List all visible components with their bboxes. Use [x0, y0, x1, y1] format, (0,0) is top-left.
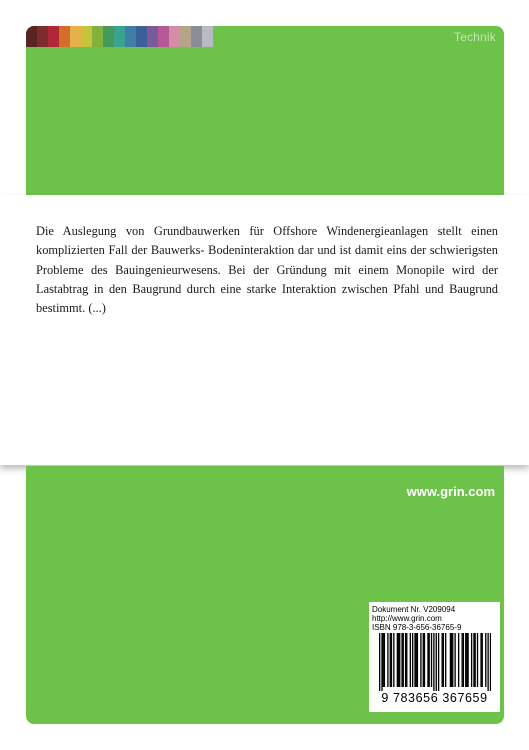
barcode-bar	[401, 633, 402, 687]
color-stripe-17	[202, 26, 213, 47]
color-stripe-7	[92, 26, 103, 47]
color-stripe-5	[70, 26, 81, 47]
barcode-bar	[462, 633, 463, 687]
barcode-bar	[381, 633, 382, 691]
barcode-bar	[443, 633, 444, 687]
barcode-bar	[482, 633, 483, 687]
color-stripe-11	[136, 26, 147, 47]
cover-bottom-panel	[26, 466, 504, 724]
isbn-number: ISBN 978-3-656-36765-9	[372, 623, 462, 632]
barcode-bar	[433, 633, 434, 691]
barcode-bar	[383, 633, 384, 687]
barcode-bar	[410, 633, 411, 687]
barcode-bar	[398, 633, 399, 687]
barcode-bar	[471, 633, 472, 687]
barcode-bar	[424, 633, 425, 687]
barcode-bar	[412, 633, 413, 687]
document-number: Dokument Nr. V209094	[372, 605, 456, 614]
barcode-bar	[403, 633, 404, 687]
barcode-bar	[463, 633, 464, 687]
barcode-bar	[477, 633, 478, 687]
barcode-bar	[487, 633, 488, 691]
barcode-bar	[441, 633, 442, 687]
barcode-bar	[427, 633, 428, 687]
publisher-link: http://www.grin.com	[372, 614, 442, 623]
barcode-bar	[467, 633, 468, 687]
barcode-bar	[431, 633, 432, 687]
barcode-bar	[399, 633, 400, 687]
barcode-bar	[466, 633, 467, 687]
barcode-bar	[416, 633, 417, 687]
barcode-digits: 9 783656 367659	[381, 691, 488, 705]
barcode-bar	[384, 633, 385, 687]
color-stripe-1	[26, 26, 37, 47]
barcode-bar	[465, 633, 466, 687]
barcode-bar	[397, 633, 398, 687]
barcode-bar	[420, 633, 421, 687]
barcode-bar	[379, 633, 380, 691]
barcode-image	[379, 633, 491, 691]
description-section	[0, 195, 529, 465]
barcode-bar	[450, 633, 451, 687]
color-stripe-bar	[26, 26, 213, 47]
color-stripe-4	[59, 26, 70, 47]
color-stripe-2	[37, 26, 48, 47]
barcode-bar	[414, 633, 415, 687]
barcode-bar	[406, 633, 407, 687]
isbn-box	[369, 602, 500, 712]
color-stripe-8	[103, 26, 114, 47]
cover-top-panel	[26, 26, 504, 195]
barcode-bar	[452, 633, 453, 687]
barcode-bar	[490, 633, 491, 691]
barcode-bar	[458, 633, 459, 687]
barcode-bar	[445, 633, 446, 687]
barcode-bar	[473, 633, 474, 687]
barcode-bar	[423, 633, 424, 687]
barcode-bar	[429, 633, 430, 687]
barcode-bar	[436, 633, 437, 691]
color-stripe-14	[169, 26, 180, 47]
publisher-url[interactable]: www.grin.com	[406, 484, 495, 499]
barcode-bar	[451, 633, 452, 687]
color-stripe-15	[180, 26, 191, 47]
category-label: Technik	[453, 30, 496, 44]
description-text: Die Auslegung von Grundbauwerken für Offshore Windenergieanlagen stellt einen komplizierten Fall der Bauwerks- Bodeninteraktion dar und ist damit eins der schwierigsten Probleme des Bauingenieurwesens. Bei der Gründung mit einem Monopile wird der Lastabtrag in den Baugrund durch eine starke Interaktion zwischen Pfahl und Baugrund bestimmt. (...)	[36, 224, 498, 316]
color-stripe-3	[48, 26, 59, 47]
barcode-bar	[438, 633, 439, 691]
color-stripe-12	[147, 26, 158, 47]
barcode-bar	[474, 633, 475, 687]
barcode-bar	[390, 633, 391, 687]
color-stripe-6	[81, 26, 92, 47]
barcode-bar	[405, 633, 406, 687]
barcode-bar	[480, 633, 481, 687]
barcode-bar	[485, 633, 486, 687]
barcode-bar	[417, 633, 418, 687]
color-stripe-13	[158, 26, 169, 47]
barcode-bar	[454, 633, 455, 687]
barcode-bar	[391, 633, 392, 687]
color-stripe-16	[191, 26, 202, 47]
barcode-bar	[387, 633, 388, 687]
barcode-bar	[393, 633, 394, 687]
color-stripe-10	[125, 26, 136, 47]
color-stripe-9	[114, 26, 125, 47]
